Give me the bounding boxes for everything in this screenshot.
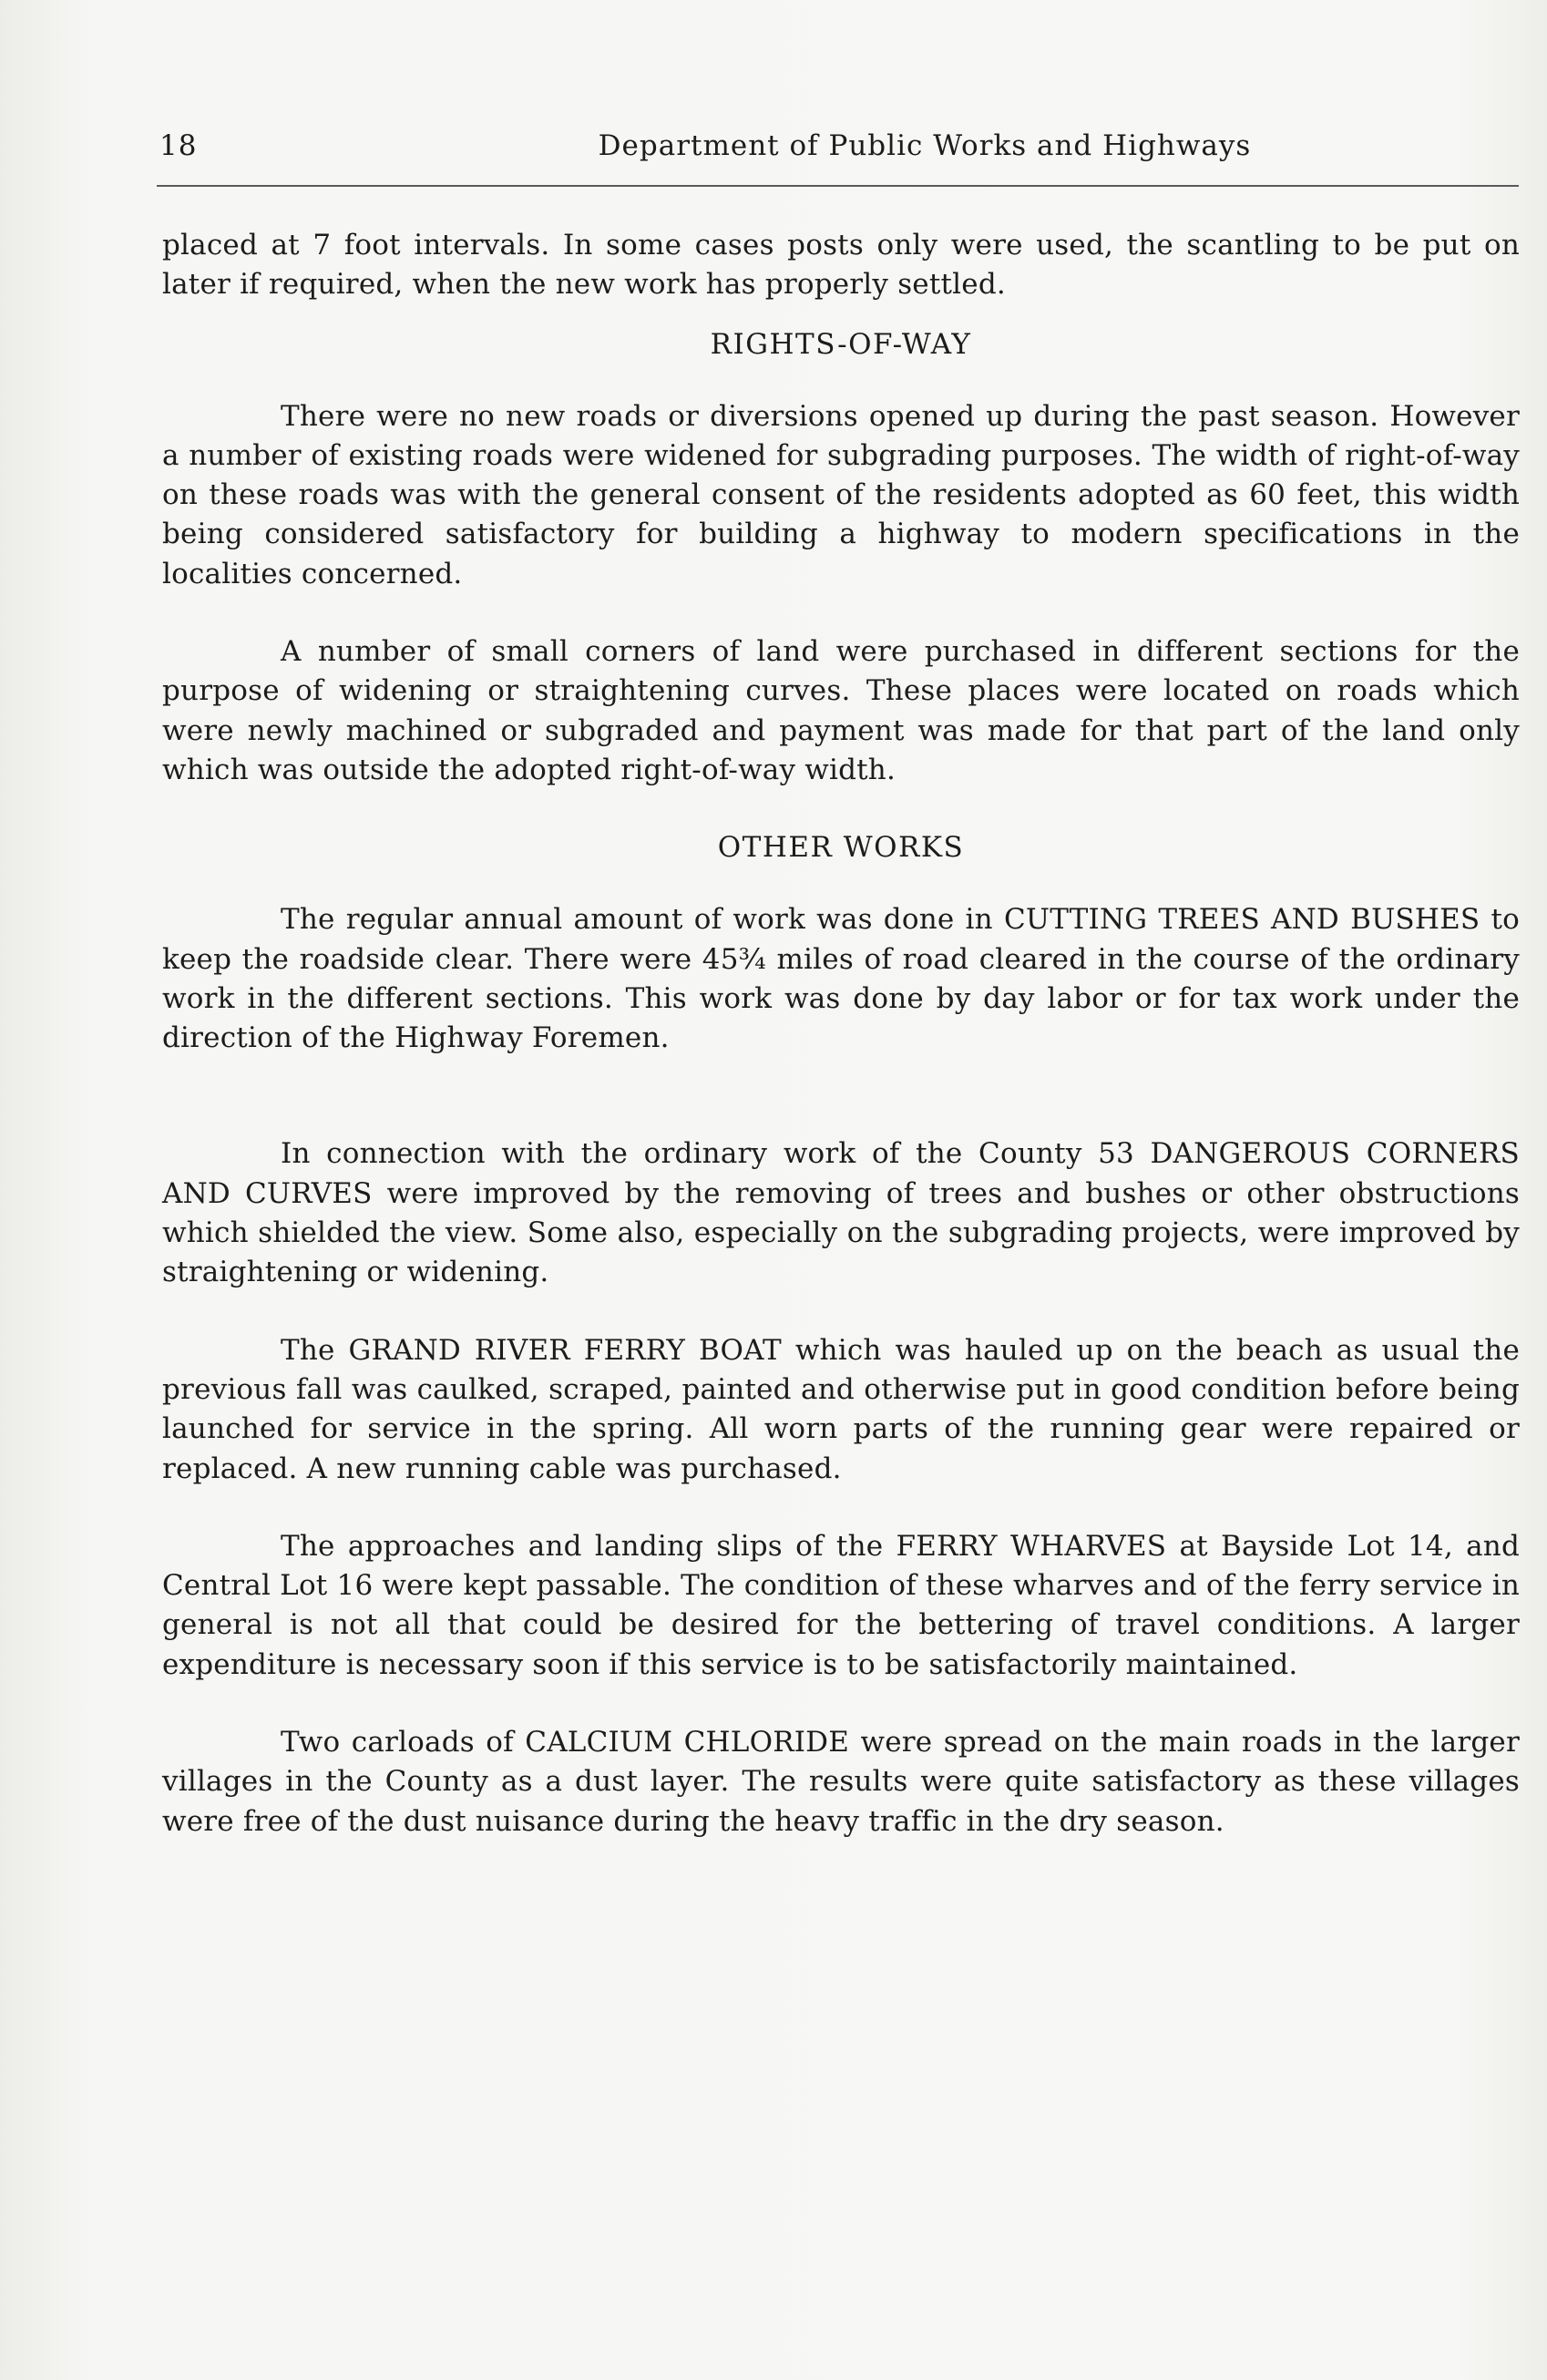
paragraph-rights-2: A number of small corners of land were purchased in different sections for the purpose of widening or straightening curves. These places were located on roads which were newly machined or subgraded and payment was made for that part of the land only which was outside the adopted right-of-way width. (162, 635, 1520, 786)
heading-other-works: OTHER WORKS (717, 831, 965, 865)
header-rule (157, 185, 1519, 187)
page-header (159, 129, 1521, 175)
paragraph-other-1: The regular annual amount of work was done in CUTTING TREES AND BUSHES to keep the roadside clear. There were 45¾ miles of road cleared in the course of the ordinary work in the different sections. This work was done by day labor or for tax work under the direction of the Highway Foremen. (162, 903, 1520, 1055)
paragraph-other-5: Two carloads of CALCIUM CHLORIDE were spread on the main roads in the larger villages in the County as a dust layer. The results were quite satisfactory as these villages were free of the dust nuisance during the heavy traffic in the dry season. (162, 1726, 1520, 1838)
paragraph-other-3: The GRAND RIVER FERRY BOAT which was hauled up on the beach as usual the previous fall was caulked, scraped, painted and otherwise put in good condition before being launched for service in the spring. All worn parts of the running gear were repaired or replaced. A new running cable was purchased. (162, 1333, 1520, 1485)
heading-rights-of-way: RIGHTS-OF-WAY (710, 327, 972, 361)
paragraph-intro: placed at 7 foot intervals. In some cases posts only were used, the scantling to be put on later if required, when the new work has properly settled. (162, 229, 1520, 302)
paragraph-other-4: The approaches and landing slips of the FERRY WHARVES at Bayside Lot 14, and Central Lot 16 were kept passable. The condition of these wharves and of the ferry service in general is not all that could be desired for the bettering of travel conditions. A larger expenditure is necessary soon if this service is to be satisfactorily maintained. (162, 1529, 1520, 1681)
paragraph-other-2: In connection with the ordinary work of the County 53 DANGEROUS CORNERS AND CURVES were improved by the removing of trees and bushes or other obstructions which shielded the view. Some also, especially on the subgrading projects, were improved by straightening or widening. (162, 1137, 1520, 1289)
page-body (162, 226, 1520, 1841)
paragraph-rights-1: There were no new roads or diversions opened up during the past season. However a number of existing roads were widened for subgrading purposes. The width of right-of-way on these roads was with the general consent of the residents adopted as 60 feet, this width being considered satisfactory for building a highway to modern specifications in the localities concerned. (162, 399, 1520, 590)
running-head: Department of Public Works and Highways (598, 129, 1252, 162)
page-number: 18 (159, 129, 198, 162)
